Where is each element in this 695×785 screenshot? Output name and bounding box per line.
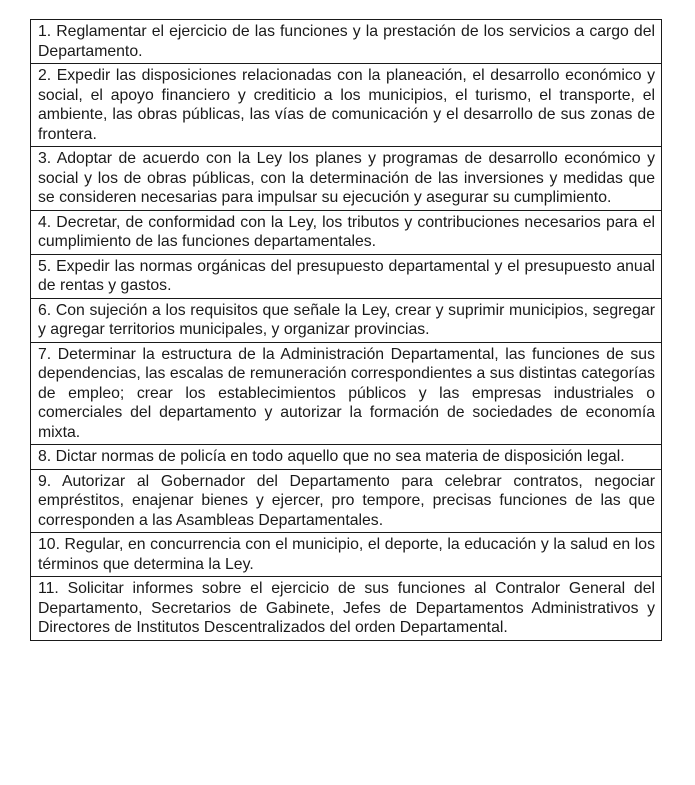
table-row: 8. Dictar normas de policía en todo aquello que no sea materia de disposición legal. <box>31 445 661 470</box>
functions-table <box>30 19 662 641</box>
table-row: 1. Reglamentar el ejercicio de las funciones y la prestación de los servicios a cargo del Departamento. <box>31 20 661 64</box>
table-row: 4. Decretar, de conformidad con la Ley, los tributos y contribuciones necesarios para el cumplimiento de las funciones departamentales. <box>31 211 661 255</box>
table-row: 3. Adoptar de acuerdo con la Ley los planes y programas de desarrollo económico y social y los de obras públicas, con la determinación de las inversiones y medidas que se consideren necesarias para impulsar su ejecución y asegurar su cumplimiento. <box>31 147 661 211</box>
table-row: 7. Determinar la estructura de la Administración Departamental, las funciones de sus dependencias, las escalas de remuneración correspondientes a sus distintas categorías de empleo; crear los establecimientos públicos y las empresas industriales o comerciales del departamento y autorizar la formación de sociedades de economía mixta. <box>31 343 661 446</box>
table-row: 2. Expedir las disposiciones relacionadas con la planeación, el desarrollo económico y social, el apoyo financiero y crediticio a los municipios, el turismo, el transporte, el ambiente, las obras públicas, las vías de comunicación y el desarrollo de sus zonas de frontera. <box>31 64 661 147</box>
table-row: 11. Solicitar informes sobre el ejercicio de sus funciones al Contralor General del Departamento, Secretarios de Gabinete, Jefes de Departamentos Administrativos y Directores de Institutos Descentralizados del orden Departamental. <box>38 580 655 636</box>
table-row: 9. Autorizar al Gobernador del Departamento para celebrar contratos, negociar empréstitos, enajenar bienes y ejercer, pro tempore, precisas funciones de las que corresponden a las Asambleas Departamentales. <box>31 470 661 534</box>
table-row: 6. Con sujeción a los requisitos que señale la Ley, crear y suprimir municipios, segregar y agregar territorios municipales, y organizar provincias. <box>31 299 661 343</box>
table-row: 5. Expedir las normas orgánicas del presupuesto departamental y el presupuesto anual de rentas y gastos. <box>31 255 661 299</box>
table-row: 10. Regular, en concurrencia con el municipio, el deporte, la educación y la salud en los términos que determina la Ley. <box>31 533 661 577</box>
